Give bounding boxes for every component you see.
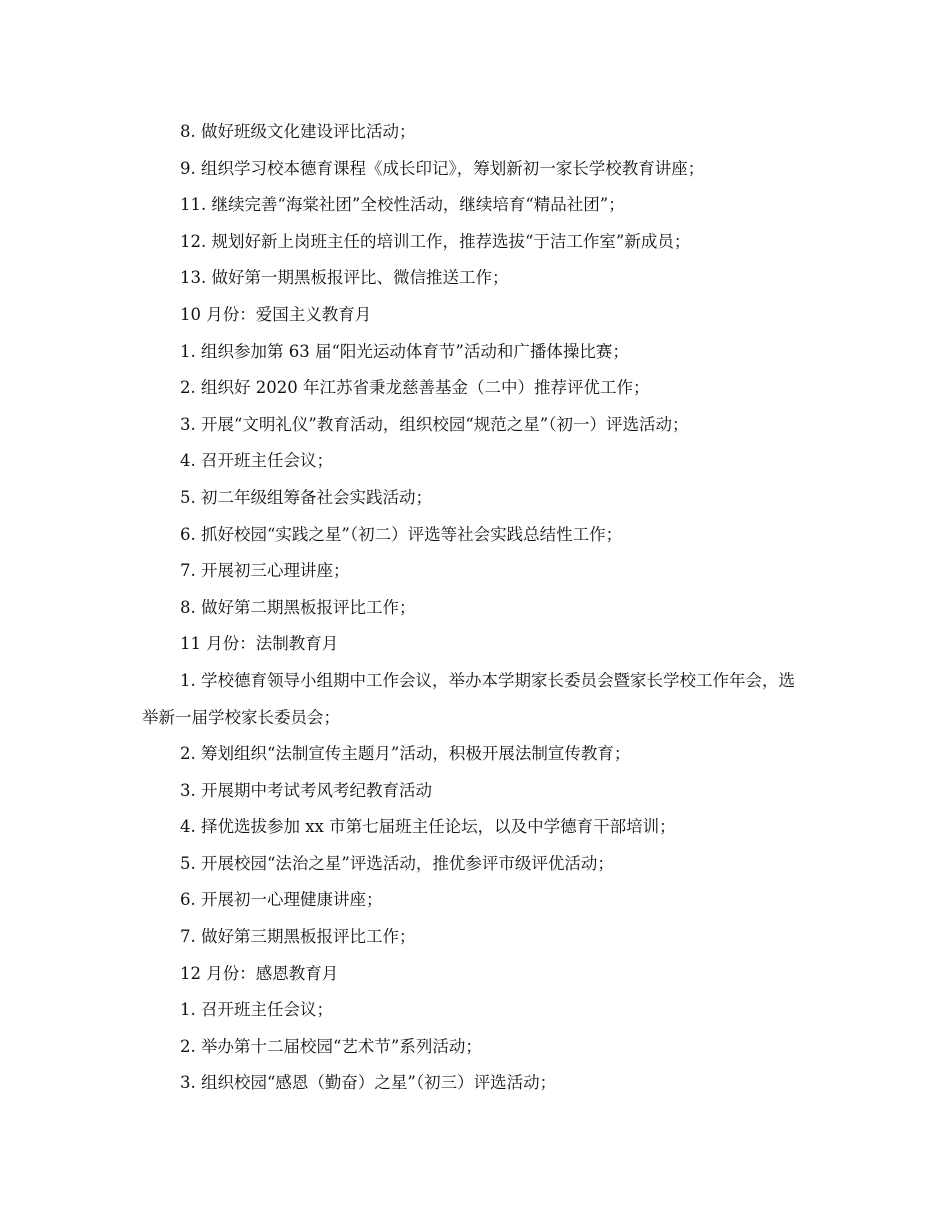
list-item: 1. 组织参加第 63 届“阳光运动体育节”活动和广播体操比赛； (180, 341, 629, 361)
list-item: 5. 开展校园“法治之星”评选活动，推优参评市级评优活动； (180, 853, 614, 873)
list-item: 9. 组织学习校本德育课程《成长印记》，筹划新初一家长学校教育讲座； (180, 158, 705, 178)
list-item: 7. 开展初三心理讲座； (180, 561, 350, 581)
document-body (142, 114, 802, 1102)
list-item: 2. 筹划组织“法制宣传主题月”活动，积极开展法制宣传教育； (180, 744, 631, 764)
list-item: 1. 学校德育领导小组期中工作会议，举办本学期家长委员会暨家长学校工作年会，选举新一届学校家长委员会； (142, 670, 795, 727)
list-item: 5. 初二年级组筹备社会实践活动； (180, 487, 432, 507)
list-item: 2. 举办第十二届校园“艺术节”系列活动； (180, 1036, 482, 1056)
section-heading-december: 12 月份：感恩教育月 (180, 963, 339, 983)
list-item: 12. 规划好新上岗班主任的培训工作，推荐选拔“于洁工作室”新成员； (180, 231, 691, 251)
list-item: 8. 做好第二期黑板报评比工作； (180, 597, 416, 617)
list-item: 4. 召开班主任会议； (180, 451, 333, 471)
list-item: 7. 做好第三期黑板报评比工作； (180, 927, 416, 947)
section-heading-october: 10 月份：爱国主义教育月 (180, 304, 372, 324)
list-item: 2. 组织好 2020 年江苏省秉龙慈善基金（二中）推荐评优工作； (180, 378, 650, 398)
list-item: 3. 开展期中考试考风考纪教育活动 (180, 780, 432, 800)
list-item: 8. 做好班级文化建设评比活动； (180, 122, 416, 141)
list-item: 3. 开展“文明礼仪”教育活动，组织校园“规范之星”（初一）评选活动； (180, 414, 689, 434)
list-item: 1. 召开班主任会议； (180, 1000, 333, 1020)
list-item: 4. 择优选拔参加 xx 市第七届班主任论坛，以及中学德育干部培训； (180, 817, 676, 837)
list-item: 11. 继续完善“海棠社团”全校性活动，继续培育“精品社团”； (180, 195, 625, 215)
list-item: 6. 抓好校园“实践之星”（初二）评选等社会实践总结性工作； (180, 524, 623, 544)
list-item: 3. 组织校园“感恩（勤奋）之星”（初三）评选活动； (180, 1073, 557, 1093)
section-heading-november: 11 月份：法制教育月 (180, 634, 339, 654)
list-item: 13. 做好第一期黑板报评比、微信推送工作； (180, 268, 509, 288)
list-item: 6. 开展初一心理健康讲座； (180, 890, 383, 910)
